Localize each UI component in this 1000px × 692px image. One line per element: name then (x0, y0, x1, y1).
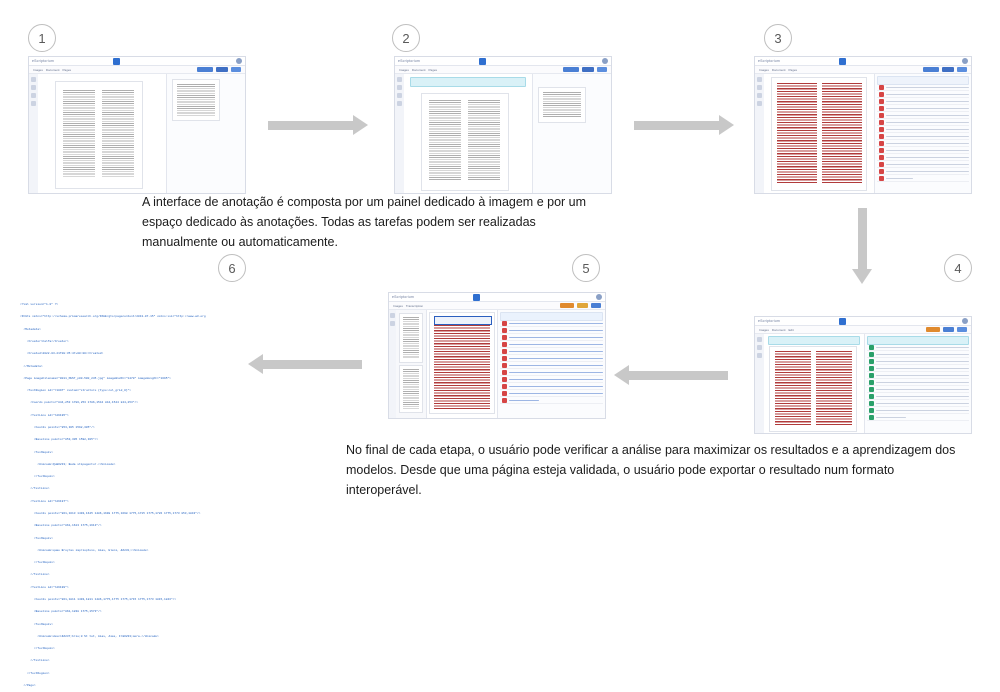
text-block (63, 90, 95, 178)
step-badge-2: 2 (392, 24, 420, 52)
list-item-label (509, 386, 603, 388)
status-badge (879, 176, 884, 181)
caption-top: A interface de anotação é composta por um painel dedicado à imagem e por um espaço dedicado às anotações. Todas as tarefas podem ser realizadas manualmente ou automaticamente. (142, 195, 587, 249)
list-item-label (876, 389, 969, 391)
code-line: <Coords points="844,253 1786,253 1786,1544 844,1544 844,253"/> (20, 401, 138, 405)
status-badge (869, 345, 874, 350)
list-item-label (886, 87, 969, 89)
code-line: <TextLine id="l26197"> (20, 499, 69, 503)
code-line: <Baseline points="861,1613 1775,1613"/> (20, 524, 102, 528)
status-badge (879, 113, 884, 118)
toolbar-chip-1[interactable] (923, 67, 939, 72)
notice-banner (768, 336, 860, 345)
list-item[interactable] (867, 366, 969, 372)
status-badge (502, 335, 507, 340)
image-panel[interactable] (404, 74, 533, 193)
code-line: </Page> (20, 683, 36, 687)
code-line: </TextEquiv> (20, 475, 55, 479)
arrowhead-icon (248, 354, 263, 374)
xml-export-panel (16, 292, 246, 687)
list-item[interactable] (500, 321, 603, 327)
status-badge (869, 415, 874, 420)
list-item[interactable] (867, 352, 969, 358)
code-line: </TextLine> (20, 659, 50, 663)
app-logo-icon (479, 58, 486, 65)
status-badge (502, 356, 507, 361)
app-logo-icon (839, 58, 846, 65)
list-item[interactable] (877, 113, 969, 119)
arrowhead-icon (719, 115, 734, 135)
tool-icon-zoom[interactable] (390, 321, 395, 326)
tool-icon-zoom[interactable] (757, 345, 762, 350)
list-item-label (509, 379, 603, 381)
arrow-1-to-2 (268, 121, 354, 130)
list-item-label (876, 375, 969, 377)
annotations-panel[interactable] (875, 74, 971, 193)
arrow-3-to-4 (858, 208, 867, 270)
step-badge-6: 6 (218, 254, 246, 282)
document-page (56, 82, 142, 188)
menu-item-document[interactable]: Document (771, 327, 786, 332)
status-badge (879, 85, 884, 90)
app-brand: eScriptorium (758, 59, 781, 63)
list-item[interactable] (500, 363, 603, 369)
screenshot-step-5 (388, 292, 606, 419)
app-logo-icon (113, 58, 120, 65)
code-line: <TextLine id="l26199"> (20, 585, 69, 589)
document-page (770, 347, 856, 431)
code-line: <Coords points="861,1811 1493,1811 1486,1775,1775 1775,1715 1775,1773 1815,1843"/> (20, 597, 177, 601)
page-thumbnail[interactable] (400, 314, 422, 362)
list-item-label (886, 171, 969, 173)
app-topbar (29, 57, 245, 66)
app-topbar (755, 317, 971, 326)
app-menubar[interactable] (755, 326, 971, 334)
tool-icon-select[interactable] (757, 337, 762, 342)
list-item[interactable] (500, 370, 603, 376)
step-badge-1: 1 (28, 24, 56, 52)
app-brand: eScriptorium (398, 59, 421, 63)
toolbar-chip-1[interactable] (197, 67, 213, 72)
app-topbar (389, 293, 605, 302)
app-topbar (755, 57, 971, 66)
status-badge (502, 398, 507, 403)
code-line: <Baseline points="853,305 1592,305"/> (20, 438, 99, 442)
status-badge (502, 328, 507, 333)
avatar (962, 58, 968, 64)
menu-item-transcription[interactable]: Transcription (405, 303, 424, 308)
annotations-header (500, 312, 603, 321)
status-badge (869, 352, 874, 357)
code-line: <Page imageFilename="0011_PEST_p00-500_245.jpg" imageWidth="1470" imageHeight="1695"> (20, 376, 171, 380)
arrow-4-to-5 (628, 371, 728, 380)
toolbar-chip-3[interactable] (231, 67, 241, 72)
caption-bottom: No final de cada etapa, o usuário pode verificar a análise para maximizar os resultados e a aprendizagem dos modelos. Desde que uma página esteja validada, o usuário pode exportar o resultado num formato interoperável. (346, 443, 956, 497)
status-badge (879, 141, 884, 146)
annotations-panel[interactable] (498, 310, 605, 418)
screenshot-step-2 (394, 56, 612, 194)
code-line: <Creator>Calfa</Creator> (20, 340, 69, 344)
document-page (430, 313, 494, 413)
status-badge (879, 169, 884, 174)
toolbar-chip-1[interactable] (926, 327, 940, 332)
toolbar-chip-2[interactable] (216, 67, 228, 72)
text-block (403, 317, 419, 359)
tool-icon-crop[interactable] (757, 101, 762, 106)
text-block (429, 100, 461, 180)
image-panel[interactable] (427, 310, 498, 418)
list-item[interactable] (867, 415, 969, 421)
tool-icon-select[interactable] (390, 313, 395, 318)
list-item-label (886, 115, 969, 117)
menu-item-images[interactable]: Images (759, 67, 769, 72)
annotation-preview (539, 88, 585, 122)
code-line: <?xml version="1.0" ?> (20, 303, 59, 307)
status-badge (879, 162, 884, 167)
text-block (403, 369, 419, 409)
status-badge (502, 391, 507, 396)
tool-icon-pan[interactable] (757, 353, 762, 358)
status-badge (879, 99, 884, 104)
list-item-label (876, 361, 969, 363)
list-item-label (886, 164, 969, 166)
list-item[interactable] (500, 349, 603, 355)
list-item[interactable] (867, 401, 969, 407)
toolbar-chip-2[interactable] (577, 303, 588, 308)
notice-banner (410, 77, 526, 87)
app-topbar (395, 57, 611, 66)
toolbar-chip-3[interactable] (597, 67, 607, 72)
list-item-label (876, 347, 969, 349)
toolbar-chip-3[interactable] (957, 327, 967, 332)
tool-icon-pan[interactable] (757, 93, 762, 98)
list-item[interactable] (867, 387, 969, 393)
list-item[interactable] (877, 155, 969, 161)
list-item-label (886, 101, 969, 103)
list-item-label (876, 396, 969, 398)
step-badge-4: 4 (944, 254, 972, 282)
toolbar-chip-2[interactable] (942, 67, 954, 72)
code-line: </Metadata> (20, 364, 43, 368)
document-page (772, 78, 866, 190)
list-item[interactable] (867, 380, 969, 386)
arrow-5-to-6 (262, 360, 362, 369)
app-body (389, 310, 605, 418)
app-brand: eScriptorium (758, 319, 781, 323)
avatar (236, 58, 242, 64)
status-badge (879, 127, 884, 132)
toolbar-chip-1[interactable] (563, 67, 579, 72)
list-item[interactable] (877, 106, 969, 112)
annotations-header (877, 76, 969, 85)
code-line: <TextRegion id="r1097" custom="structure {type:col_grid_0}"> (20, 389, 132, 393)
avatar (602, 58, 608, 64)
tool-icon-pan[interactable] (31, 93, 36, 98)
screenshot-step-4 (754, 316, 972, 434)
annotation-preview (173, 80, 219, 120)
list-item[interactable] (500, 356, 603, 362)
menu-item-images[interactable]: Images (399, 67, 409, 72)
list-item-label (876, 410, 969, 412)
code-line: <PcGts xmlns="http://schema.primaresearch.org/PAGE/gts/pagecontent/2013-07-15" xmlns:xsi="http://www.w3.org (20, 315, 206, 319)
menu-item-edit[interactable]: Edit (788, 327, 794, 332)
list-item-label (509, 372, 603, 374)
list-item-label (509, 351, 603, 353)
list-item[interactable] (867, 359, 969, 365)
menu-item-images[interactable]: Images (33, 67, 43, 72)
code-line: <Unicode>Qu&#233; Beda stipagentur.</Unicode> (20, 462, 116, 466)
code-line: </TextEquiv> (20, 647, 55, 651)
menu-item-pages[interactable]: Pages (428, 67, 438, 72)
app-menubar[interactable] (755, 66, 971, 74)
menu-item-document[interactable]: Document (771, 67, 786, 72)
tool-icon-select[interactable] (31, 77, 36, 82)
detected-text-region (777, 83, 817, 183)
status-badge (869, 366, 874, 371)
list-item-label (876, 417, 906, 419)
tool-icon-crop[interactable] (397, 101, 402, 106)
list-item[interactable] (500, 391, 603, 397)
text-block (177, 84, 215, 116)
app-body (755, 74, 971, 193)
app-brand: eScriptorium (392, 295, 415, 299)
avatar (596, 294, 602, 300)
screenshot-step-3 (754, 56, 972, 194)
detected-text-region (775, 351, 811, 425)
list-item[interactable] (877, 127, 969, 133)
code-line: <TextLine id="l26195"> (20, 413, 69, 417)
list-item-label (876, 368, 969, 370)
list-item[interactable] (500, 328, 603, 334)
code-line: <TextEquiv> (20, 622, 53, 626)
list-item-label (509, 323, 603, 325)
list-item-label (509, 337, 603, 339)
annotations-panel[interactable] (167, 74, 245, 193)
code-line: </TextEquiv> (20, 561, 55, 565)
list-item-label (886, 150, 969, 152)
list-item-label (876, 382, 969, 384)
list-item[interactable] (500, 384, 603, 390)
list-item-label (509, 330, 603, 332)
status-badge (869, 394, 874, 399)
annotations-panel[interactable] (533, 74, 611, 193)
text-block (468, 100, 500, 180)
app-menubar[interactable] (395, 66, 611, 74)
detected-text-region (816, 351, 852, 425)
tool-icon-zoom[interactable] (757, 85, 762, 90)
document-page (422, 94, 508, 190)
list-item[interactable] (877, 141, 969, 147)
menu-item-images[interactable]: Images (759, 327, 769, 332)
list-item[interactable] (500, 342, 603, 348)
image-panel[interactable] (38, 74, 167, 193)
arrow-2-to-3 (634, 121, 720, 130)
selected-line-box[interactable] (434, 316, 492, 325)
code-line: <Unicode>quae Bruyras impriuptuis, Aias, Eleni, &#231;</Unicode> (20, 548, 149, 552)
list-item-label (886, 108, 969, 110)
status-badge (879, 134, 884, 139)
app-body (395, 74, 611, 193)
list-item-label (509, 400, 539, 402)
code-line: <Metadata> (20, 327, 41, 331)
status-badge (869, 373, 874, 378)
list-item[interactable] (877, 176, 969, 182)
annotations-header (867, 336, 969, 345)
list-item[interactable] (877, 85, 969, 91)
list-item-label (886, 157, 969, 159)
list-item[interactable] (877, 148, 969, 154)
app-body (29, 74, 245, 193)
arrowhead-icon (353, 115, 368, 135)
menu-item-images[interactable]: Images (393, 303, 403, 308)
list-item-label (886, 122, 969, 124)
image-panel[interactable] (764, 74, 875, 193)
image-panel-thumbnails[interactable] (396, 310, 427, 418)
list-item[interactable] (867, 394, 969, 400)
list-item[interactable] (500, 335, 603, 341)
list-item-label (886, 136, 969, 138)
list-item-label (886, 94, 969, 96)
status-badge (502, 363, 507, 368)
toolbar-chip-3[interactable] (591, 303, 601, 308)
detected-text-region (434, 325, 490, 409)
tool-icon-pan[interactable] (397, 93, 402, 98)
list-item-label (509, 393, 603, 395)
status-badge (502, 377, 507, 382)
list-item[interactable] (877, 99, 969, 105)
code-line: <Coords points="853,305 1592,305"/> (20, 426, 95, 429)
status-badge (879, 148, 884, 153)
status-badge (502, 342, 507, 347)
code-line: <Coords points="861,1613 1493,1645 1486,1698 1775,1698 1775,1715 1775,1726 1775,1773 853,1843"/> (20, 511, 201, 515)
page-thumbnail[interactable] (400, 366, 422, 412)
code-line: <Created>2022-03-21T08:35:47+00:00</Created> (20, 352, 104, 356)
code-line: <Baseline points="861,1838 1775,1573"/> (20, 610, 102, 614)
menu-item-pages[interactable]: Pages (788, 67, 798, 72)
screenshot-step-1 (28, 56, 246, 194)
list-item-label (876, 354, 969, 356)
detected-text-region (822, 83, 862, 183)
code-line: </TextRegion> (20, 671, 50, 675)
arrowhead-icon (614, 365, 629, 385)
app-menubar[interactable] (29, 66, 245, 74)
status-badge (869, 387, 874, 392)
app-menubar[interactable] (389, 302, 605, 310)
code-line: <TextEquiv> (20, 536, 53, 540)
tool-icon-crop[interactable] (31, 101, 36, 106)
code-line: <Unicode>descr&#237;brie;0 St tot, Aias, Aias, Fr&#233;mera.</Unicode> (20, 634, 159, 638)
toolbar-chip-3[interactable] (957, 67, 967, 72)
list-item-label (886, 129, 969, 131)
list-item-label (876, 403, 969, 405)
list-item-label (509, 344, 603, 346)
list-item[interactable] (867, 373, 969, 379)
status-badge (869, 380, 874, 385)
menu-item-document[interactable]: Document (45, 67, 60, 72)
list-item[interactable] (877, 162, 969, 168)
status-badge (502, 384, 507, 389)
list-item-label (886, 143, 969, 145)
text-block (102, 90, 134, 178)
toolbar-chip-1[interactable] (560, 303, 574, 308)
app-body (755, 334, 971, 433)
app-logo-icon (473, 294, 480, 301)
toolbar-chip-2[interactable] (943, 327, 954, 332)
list-item[interactable] (867, 345, 969, 351)
app-logo-icon (839, 318, 846, 325)
image-panel[interactable] (764, 334, 865, 433)
annotations-panel[interactable] (865, 334, 971, 433)
status-badge (879, 92, 884, 97)
list-item[interactable] (877, 92, 969, 98)
list-item[interactable] (877, 134, 969, 140)
step-badge-5: 5 (572, 254, 600, 282)
tool-icon-select[interactable] (397, 77, 402, 82)
list-item-label (509, 358, 603, 360)
menu-item-pages[interactable]: Pages (62, 67, 72, 72)
status-badge (869, 408, 874, 413)
app-brand: eScriptorium (32, 59, 55, 63)
status-badge (502, 370, 507, 375)
code-line: </TextLine> (20, 487, 50, 491)
status-badge (502, 349, 507, 354)
list-item[interactable] (500, 398, 603, 404)
status-badge (879, 120, 884, 125)
arrowhead-icon (852, 269, 872, 284)
status-badge (869, 401, 874, 406)
list-item-label (886, 178, 913, 180)
status-badge (879, 106, 884, 111)
avatar (962, 318, 968, 324)
list-item[interactable] (867, 408, 969, 414)
step-badge-3: 3 (764, 24, 792, 52)
list-item[interactable] (877, 120, 969, 126)
tool-icon-zoom[interactable] (397, 85, 402, 90)
list-item[interactable] (877, 169, 969, 175)
menu-item-document[interactable]: Document (411, 67, 426, 72)
status-badge (502, 321, 507, 326)
list-item[interactable] (500, 377, 603, 383)
tool-icon-zoom[interactable] (31, 85, 36, 90)
text-block (543, 92, 581, 118)
code-line: </TextLine> (20, 573, 50, 577)
status-badge (869, 359, 874, 364)
tool-icon-select[interactable] (757, 77, 762, 82)
status-badge (879, 155, 884, 160)
toolbar-chip-2[interactable] (582, 67, 594, 72)
list-item-label (509, 365, 603, 367)
code-line: <TextEquiv> (20, 450, 53, 454)
